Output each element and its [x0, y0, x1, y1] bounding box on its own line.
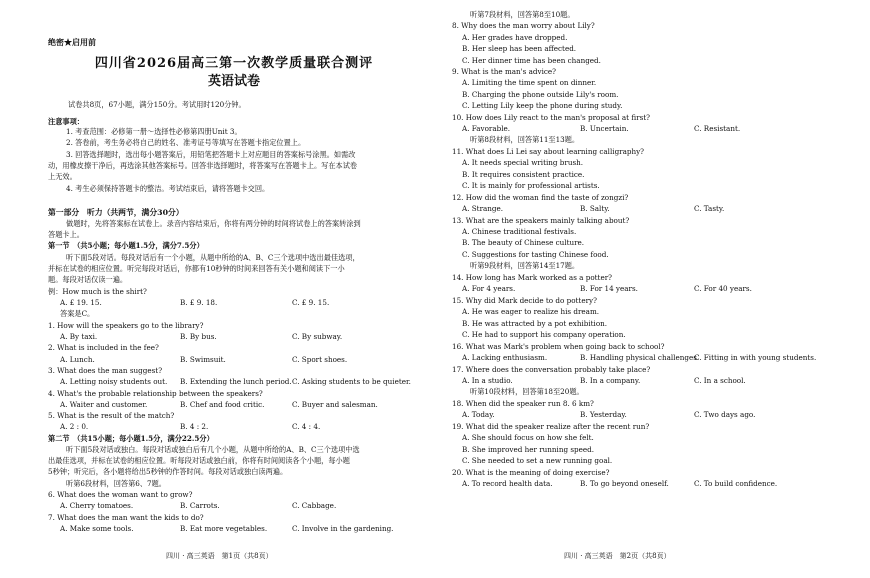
secret-label: 绝密★启用前	[48, 37, 96, 47]
option: C. By subway.	[292, 332, 343, 341]
question: 11. What does Li Lei say about learning calligraphy?	[452, 147, 645, 156]
question: 5. What is the result of the match?	[48, 411, 175, 420]
note-line: 3. 回答选择题时，选出每小题答案后，用铅笔把答题卡上对应题目的答案标号涂黑。如需改	[66, 150, 356, 159]
option: A. He was eager to realize his dream.	[462, 307, 600, 316]
example-option: A. £ 19. 15.	[60, 298, 102, 307]
option: C. It is mainly for professional artists.	[462, 181, 600, 190]
section1-intro: 并标在试卷的相应位置。听完每段对话后，你都有10秒钟的时间来回答有关小题和阅读下一小	[48, 264, 345, 273]
notes-title: 注意事项：	[48, 117, 84, 126]
note-line: 动，用橡皮擦干净后，再选涂其他答案标号。回答非选择题时，将答案写在答题卡上。写在本试卷	[48, 161, 358, 170]
option: B. For 14 years.	[580, 284, 638, 293]
part1-intro: 答题卡上。	[48, 230, 84, 239]
option: A. Strange.	[462, 204, 504, 213]
question: 16. What was Mark's problem when going back to school?	[452, 342, 665, 351]
option: A. Limiting the time spent on dinner.	[462, 78, 597, 87]
option: A. Letting noisy students out.	[60, 377, 168, 386]
option: C. Two days ago.	[694, 410, 756, 419]
note-line: 1. 考查范围：必修第一册～选择性必修第四册Unit 3。	[66, 127, 242, 136]
option: B. By bus.	[180, 332, 217, 341]
listen-instruction: 听第10段材料，回答第18至20题。	[470, 387, 584, 396]
page-footer: 四川 · 高三英语 第2页（共8页）	[564, 552, 671, 560]
question: 19. What did the speaker realize after the recent run?	[452, 422, 650, 431]
question: 10. How does Lily react to the man's proposal at first?	[452, 113, 650, 122]
option: C. Sport shoes.	[292, 355, 348, 364]
question: 20. What is the meaning of doing exercise?	[452, 468, 610, 477]
question: 6. What does the woman want to grow?	[48, 490, 193, 499]
option: C. To build confidence.	[694, 479, 778, 488]
option: A. In a studio.	[462, 376, 513, 385]
section1-heading: 第一节 （共5小题；每小题1.5分，满分7.5分）	[48, 241, 204, 250]
question: 4. What's the probable relationship between the speakers?	[48, 389, 263, 398]
section1-intro: 听下面5段对话。每段对话后有一个小题，从题中所给的A、B、C三个选项中选出最佳选项，	[66, 253, 360, 262]
question: 2. What is included in the fee?	[48, 343, 159, 352]
example-option: C. £ 9. 15.	[292, 298, 330, 307]
option: A. It needs special writing brush.	[462, 158, 584, 167]
option: B. He was attracted by a pot exhibition.	[462, 319, 608, 328]
option: C. In a school.	[694, 376, 746, 385]
option: C. Tasty.	[694, 204, 725, 213]
option: A. For 4 years.	[462, 284, 516, 293]
option: B. Handling physical challenges.	[580, 353, 700, 362]
option: A. Chinese traditional festivals.	[462, 227, 577, 236]
option: B. Salty.	[580, 204, 610, 213]
question: 18. When did the speaker run 8. 6 km?	[452, 399, 594, 408]
option: A. She should focus on how she felt.	[462, 433, 594, 442]
option: C. For 40 years.	[694, 284, 752, 293]
question: 14. How long has Mark worked as a potter?	[452, 273, 612, 282]
option: B. Uncertain.	[580, 124, 629, 133]
option: C. Involve in the gardening.	[292, 524, 394, 533]
question: 13. What are the speakers mainly talking about?	[452, 216, 630, 225]
option: B. Her sleep has been affected.	[462, 44, 577, 53]
section2-intro: 听下面5段对话或独白。每段对话或独白后有几个小题，从题中所给的A、B、C三个选项中选	[66, 445, 360, 454]
option: A. Her grades have dropped.	[462, 33, 568, 42]
option: C. Fitting in with young students.	[694, 353, 817, 362]
option: B. Eat more vegetables.	[180, 524, 268, 533]
section2-intro: 出最佳选项，并标在试卷的相应位置。听每段对话或独白前，你将有时间阅读各个小题，每小题	[48, 456, 350, 465]
part1-intro: 做题时，先将答案标在试卷上。录音内容结束后，你将有两分钟的时间将试卷上的答案转涂到	[66, 219, 361, 228]
listen-instruction: 听第8段材料，回答第11至13题。	[470, 135, 580, 144]
option: C. 4 : 4.	[292, 422, 321, 431]
question: 8. Why does the man worry about Lily?	[452, 21, 595, 30]
option: B. She improved her running speed.	[462, 445, 595, 454]
option: C. Her dinner time has been changed.	[462, 56, 601, 65]
option: B. The beauty of Chinese culture.	[462, 238, 585, 247]
note-line: 4. 考生必须保持答题卡的整洁。考试结束后，请将答题卡交回。	[66, 184, 270, 193]
section2-intro: 5秒钟；听完后，各小题将给出5秒钟的作答时间。每段对话或独白读两遍。	[48, 467, 288, 476]
exam-title: 四川省2026届高三第一次教学质量联合测评	[94, 56, 374, 71]
option: B. Yesterday.	[580, 410, 627, 419]
question: 17. Where does the conversation probably take place?	[452, 365, 651, 374]
example-question: 例：How much is the shirt?	[48, 287, 147, 296]
option: C. Buyer and salesman.	[292, 400, 378, 409]
option: A. Waiter and customer.	[60, 400, 148, 409]
question: 12. How did the woman find the taste of zongzi?	[452, 193, 629, 202]
option: C. Letting Lily keep the phone during study.	[462, 101, 623, 110]
option: A. Today.	[462, 410, 495, 419]
option: A. By taxi.	[60, 332, 98, 341]
option: A. Cherry tomatoes.	[60, 501, 134, 510]
question: 1. How will the speakers go to the library?	[48, 321, 204, 330]
option: B. Extending the lunch period.	[180, 377, 292, 386]
exam-subtitle: 英语试卷	[207, 74, 260, 89]
listen-instruction: 听第7段材料，回答第8至10题。	[470, 10, 575, 19]
option: B. In a company.	[580, 376, 641, 385]
option: C. Cabbage.	[292, 501, 337, 510]
option: C. He had to support his company operation.	[462, 330, 626, 339]
listen-instruction: 听第9段材料，回答第14至17题。	[470, 261, 580, 270]
section1-intro: 题。每段对话仅读一遍。	[48, 275, 128, 284]
option: C. She needed to set a new running goal.	[462, 456, 613, 465]
option: B. It requires consistent practice.	[462, 170, 585, 179]
option: A. Lunch.	[60, 355, 95, 364]
option: A. 2 : 0.	[60, 422, 89, 431]
option: B. Swimsuit.	[180, 355, 226, 364]
note-line: 上无效。	[48, 172, 77, 181]
question: 7. What does the man want the kids to do?	[48, 513, 204, 522]
question: 9. What is the man's advice?	[452, 67, 557, 76]
question: 15. Why did Mark decide to do pottery?	[452, 296, 597, 305]
listen-instruction: 听第6段材料，回答第6、7题。	[66, 479, 166, 488]
question: 3. What does the man suggest?	[48, 366, 163, 375]
example-option: B. £ 9. 18.	[180, 298, 218, 307]
page-footer: 四川 · 高三英语 第1页（共8页）	[166, 552, 273, 560]
exam-info: 试卷共8页，67小题，满分150分。考试用时120分钟。	[68, 100, 246, 109]
part1-heading: 第一部分 听力（共两节，满分30分）	[48, 208, 184, 217]
option: A. Favorable.	[462, 124, 511, 133]
option: B. Charging the phone outside Lily's room.	[462, 90, 619, 99]
option: B. Chef and food critic.	[180, 400, 265, 409]
option: B. 4 : 2.	[180, 422, 209, 431]
option: A. Make some tools.	[60, 524, 134, 533]
example-answer: 答案是C。	[60, 309, 95, 318]
note-line: 2. 答卷前，考生务必将自己的姓名、准考证号等填写在答题卡指定位置上。	[66, 138, 306, 147]
option: A. Lacking enthusiasm.	[462, 353, 548, 362]
option: C. Resistant.	[694, 124, 741, 133]
section2-heading: 第二节 （共15小题；每小题1.5分，满分22.5分）	[48, 434, 214, 443]
option: B. Carrots.	[180, 501, 220, 510]
option: B. To go beyond oneself.	[580, 479, 669, 488]
option: C. Suggestions for tasting Chinese food.	[462, 250, 609, 259]
option: A. To record health data.	[462, 479, 553, 488]
option: C. Asking students to be quieter.	[292, 377, 411, 386]
